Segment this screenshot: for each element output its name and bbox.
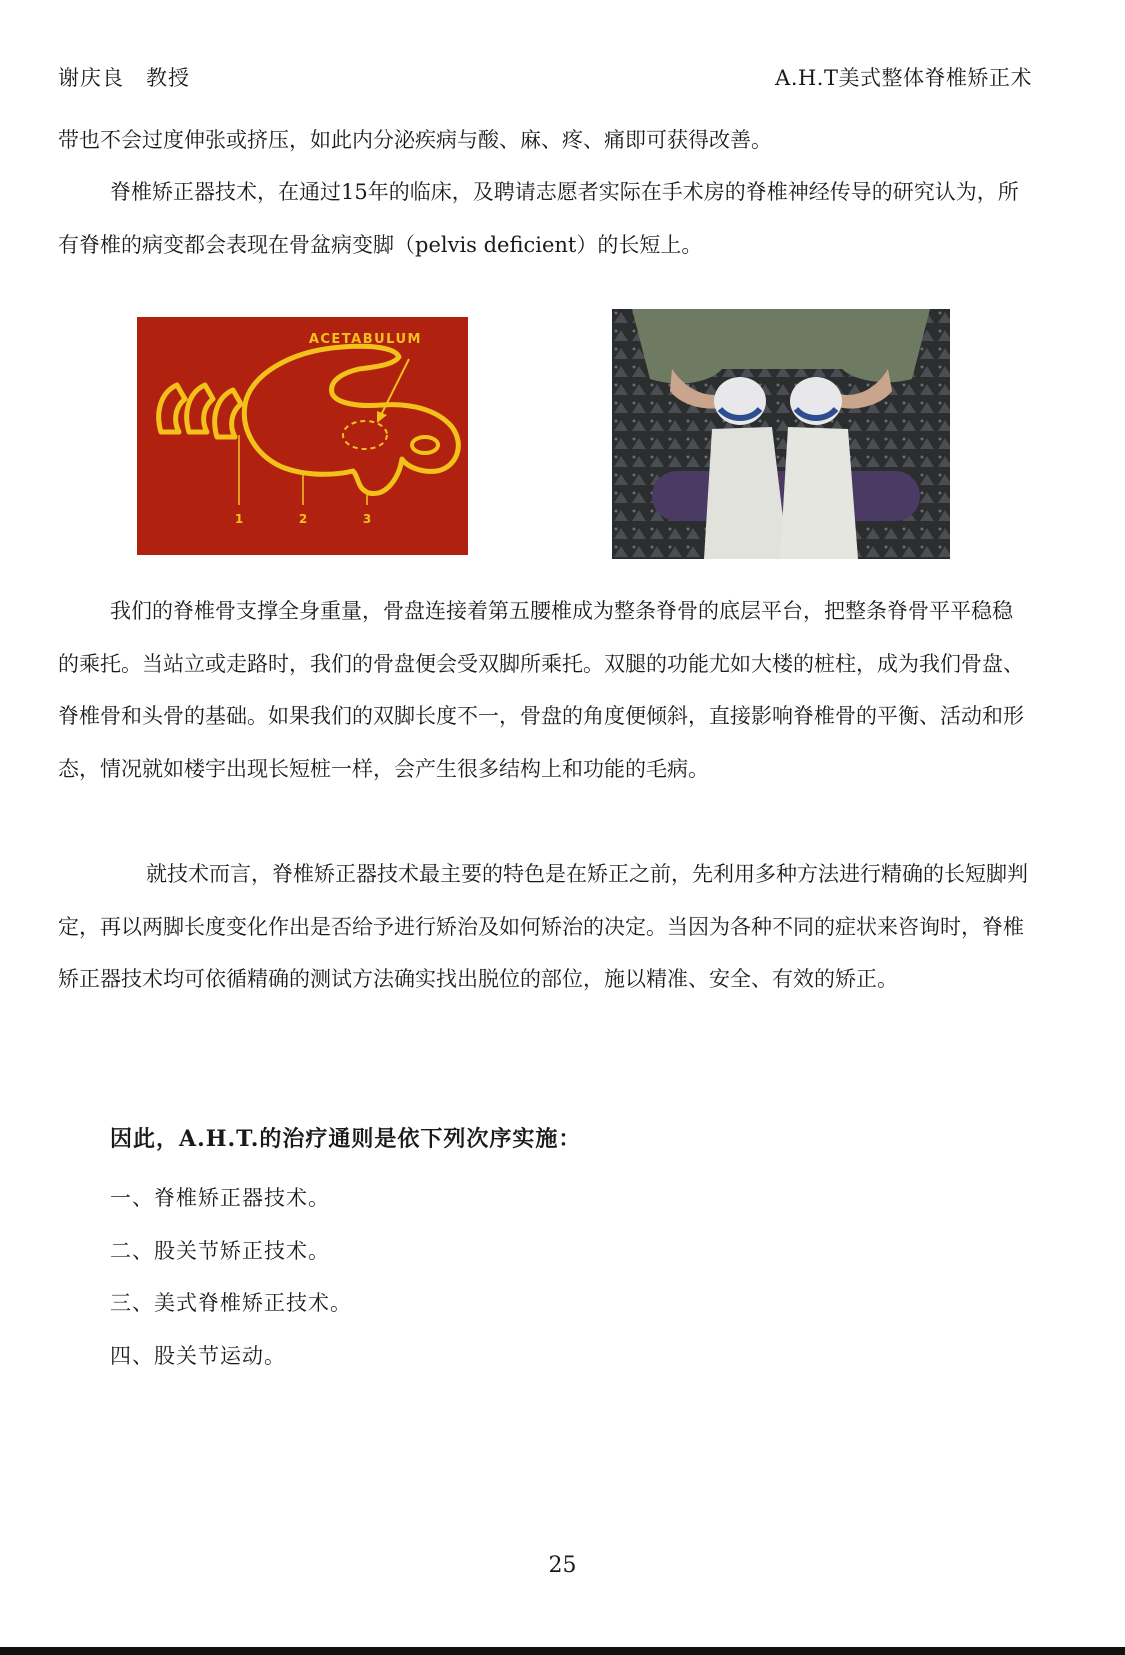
- step-item: 一、脊椎矫正器技术。: [110, 1186, 330, 1210]
- marker-1: 1: [234, 512, 244, 526]
- right-leg: [780, 427, 858, 559]
- paragraph-1: 带也不会过度伸张或挤压，如此内分泌疾病与酸、麻、疼、痛即可获得改善。: [58, 128, 772, 152]
- page-number: 25: [548, 1553, 577, 1578]
- running-header: [58, 62, 1032, 102]
- scan-edge-bar: [0, 1647, 1125, 1655]
- marker-3: 3: [362, 512, 372, 526]
- author-name: 谢庆良 教授: [58, 66, 190, 90]
- paragraph-3: 我们的脊椎骨支撑全身重量，骨盘连接着第五腰椎成为整条脊骨的底层平台，把整条脊骨平平稳稳的乘托。当站立或走路时，我们的骨盘便会受双脚所乘托。双腿的功能尤如大楼的桩柱，成为我们骨盘、脊椎骨和头骨的基础。如果我们的双脚长度不一，骨盘的角度便倾斜，直接影响脊椎骨的平衡、活动和形态，情况就如楼宇出现长短桩一样，会产生很多结构上和功能的毛病。: [58, 599, 1024, 781]
- step-item: 四、股关节运动。: [110, 1343, 286, 1368]
- paragraph-4: 就技术而言，脊椎矫正器技术最主要的特色是在矫正之前，先利用多种方法进行精确的长短脚判定，再以两脚长度变化作出是否给予进行矫治及如何矫治的决定。当因为各种不同的症状来咨询时，脊椎矫正器技术均可依循精确的测试方法确实找出脱位的部位，施以精准、安全、有效的矫正。: [58, 862, 1028, 991]
- step-item: 三、美式脊椎矫正技术。: [110, 1291, 352, 1315]
- acetabulum-diagram: [137, 317, 468, 555]
- principle-heading: 因此，A.H.T.的治疗通则是依下列次序实施：: [110, 1126, 582, 1152]
- marker-2: 2: [298, 512, 308, 526]
- paragraph-2: 脊椎矫正器技术，在通过15年的临床，及聘请志愿者实际在手术房的脊椎神经传导的研究认为，所有脊椎的病变都会表现在骨盆病变脚（pelvis deficient）的长短上。: [58, 180, 1019, 257]
- leg-length-check-photo: [612, 309, 950, 559]
- step-item: 二、股关节矫正技术。: [110, 1238, 330, 1263]
- treatment-step-list: [110, 1172, 352, 1382]
- acetabulum-label: ACETABULUM: [308, 332, 422, 347]
- book-title: A.H.T美式整体脊椎矫正术: [775, 66, 1032, 90]
